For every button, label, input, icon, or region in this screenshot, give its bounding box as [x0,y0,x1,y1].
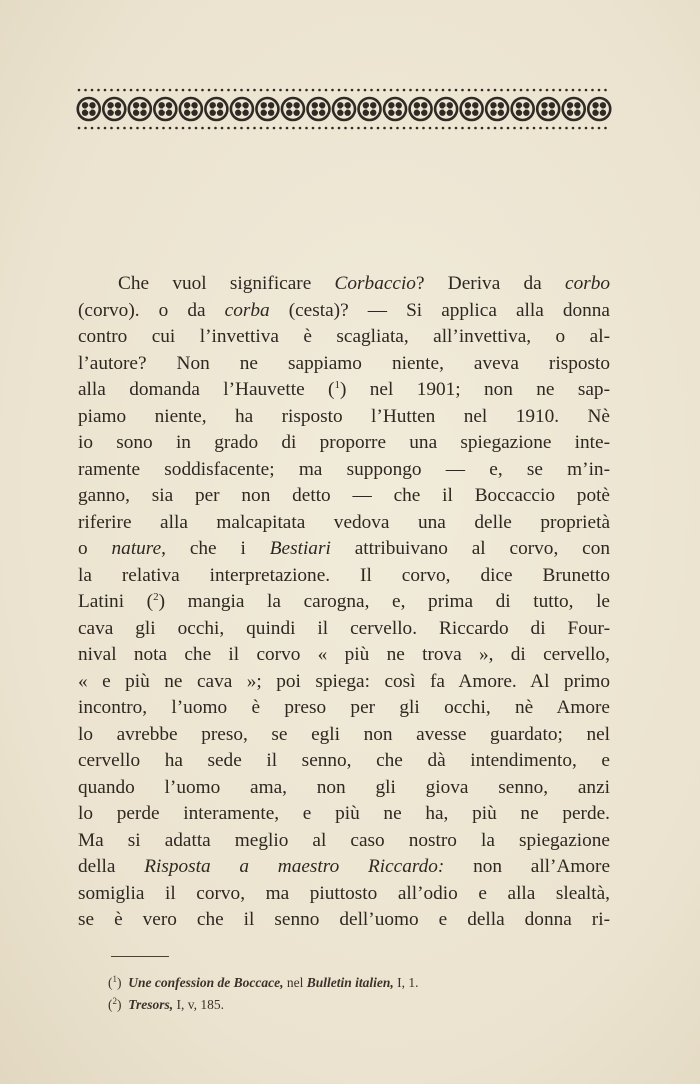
text-run: cava gli occhi, quindi il cervello. Riccardo di Four- [78,617,610,639]
rosette-icon [154,98,176,120]
rosette-icon [180,98,202,120]
text-line [78,324,610,351]
text-run: lo avrebbe preso, se egli non avesse guardato; nel [78,723,610,745]
footnote-title: Tresors, [128,997,174,1012]
rosette-icon [588,98,610,120]
footnote-text: nel [283,975,307,990]
text-run: l’autore? Non ne sappiamo niente, aveva risposto [78,352,610,374]
text-line [78,854,610,881]
italic-text: corbo [565,273,610,294]
text-run: (cesta)? — Si applica alla donna [269,299,610,321]
text-run: ? Deriva da [415,273,566,294]
text-line [78,907,610,934]
footnote-title: Une confession de Boccace, [128,975,284,990]
text-run: riferire alla malcapitata vedova una delle proprietà [78,511,610,533]
decorative-header-ornament [76,86,612,132]
rosette-icon [129,98,151,120]
text-run: io sono in grado di proporre una spiegazione inte- [78,432,610,453]
text-line [78,748,610,775]
footnote-reference: 1 [334,379,340,391]
text-line [78,430,610,457]
text-run: o [78,538,112,559]
text-run: Ma si adatta meglio al caso nostro la spiegazione [78,829,610,851]
text-line [78,589,610,616]
italic-text: corba [224,299,270,321]
text-line [78,298,610,325]
italic-text: Bestiari [269,538,331,559]
rosette-icon [384,98,406,120]
main-paragraph [78,271,610,934]
text-run: incontro, l’uomo è preso per gli occhi, nè Amore [78,697,610,718]
rosette-icon [537,98,559,120]
rosette-icon [486,98,508,120]
text-run: la relativa interpretazione. Il corvo, dice Brunetto [78,564,610,586]
text-run: quando l’uomo ama, non gli giova senno, anzi [78,776,610,798]
rosette-icon [78,98,100,120]
rosette-icon [461,98,483,120]
text-line [78,563,610,590]
text-run: contro cui l’invettiva è scagliata, all’invettiva, o al- [78,326,610,347]
text-run: della [78,856,145,877]
text-run: lo perde interamente, e più ne ha, più ne perde. [78,803,610,824]
rosette-icon [256,98,278,120]
text-run: « e più ne cava »; poi spiega: così fa Amore. Al primo [78,670,610,692]
text-line [78,377,610,404]
rosette-icon [231,98,253,120]
footnote-reference: 2 [153,591,159,603]
footnote-text: I, 1. [393,975,419,990]
text-line [78,695,610,722]
footnote-number: 2 [112,996,117,1006]
footnote: ($^1$) Une confession de Boccace, nel Bulletin italien, I, 1. [108,974,419,990]
text-line [78,351,610,378]
text-line [78,404,610,431]
text-line [78,536,610,563]
text-run: se è vero che il senno dell’uomo e della donna ri- [78,909,610,930]
text-line [78,457,610,484]
footnote-number: 1 [112,974,117,984]
text-line [78,722,610,749]
text-run: non all’Amore [444,856,610,877]
footnote-text: I, v, 185. [173,997,225,1012]
text-run: ) mangia la carogna, e, prima di tutto, le [158,591,610,612]
text-run: cervello ha sede il senno, che dà intendimento, e [78,750,610,771]
rosette-icon [282,98,304,120]
text-run: alla domanda l’Hauvette ( [78,379,335,400]
text-run: somiglia il corvo, ma piuttosto all’odio e alla slealtà, [78,882,610,904]
text-line [78,483,610,510]
text-run: Latini ( [78,591,154,612]
text-run: attribuivano al corvo, con [330,538,610,559]
footnote: ($^2$) Tresors, I, v, 185. [108,996,225,1012]
footnote-divider [111,956,169,957]
rosette-icon [563,98,585,120]
text-run: ramente soddisfacente; ma suppongo — e, se m’in- [78,458,610,480]
text-line [78,881,610,908]
text-line [78,801,610,828]
text-line [78,828,610,855]
footnotes [108,972,588,1016]
italic-text: nature [111,538,162,559]
text-line [78,616,610,643]
text-run: , che i [161,538,270,559]
text-line [78,271,610,298]
text-line [78,510,610,537]
text-line [78,775,610,802]
text-line [78,669,610,696]
text-run: Che vuol significare [118,273,335,294]
rosette-icon [359,98,381,120]
rosette-icon [512,98,534,120]
text-run: (corvo). o da [78,299,225,321]
rosette-icon [410,98,432,120]
text-run: ganno, sia per non detto — che il Boccaccio potè [78,485,610,506]
rosette-icon [205,98,227,120]
italic-text: Corbaccio [334,273,416,294]
text-run: ) nel 1901; non ne sap- [339,379,610,400]
rosette-icon [307,98,329,120]
rosette-icon [103,98,125,120]
italic-text: Risposta a maestro Riccardo: [144,856,445,877]
rosette-icon [435,98,457,120]
text-run: nival nota che il corvo « più ne trova », di cervello, [78,644,610,665]
text-line [78,642,610,669]
rosette-icon [333,98,355,120]
text-run: piamo niente, ha risposto l’Hutten nel 1910. Nè [78,405,610,427]
footnote-title: Bulletin italien, [306,975,394,990]
